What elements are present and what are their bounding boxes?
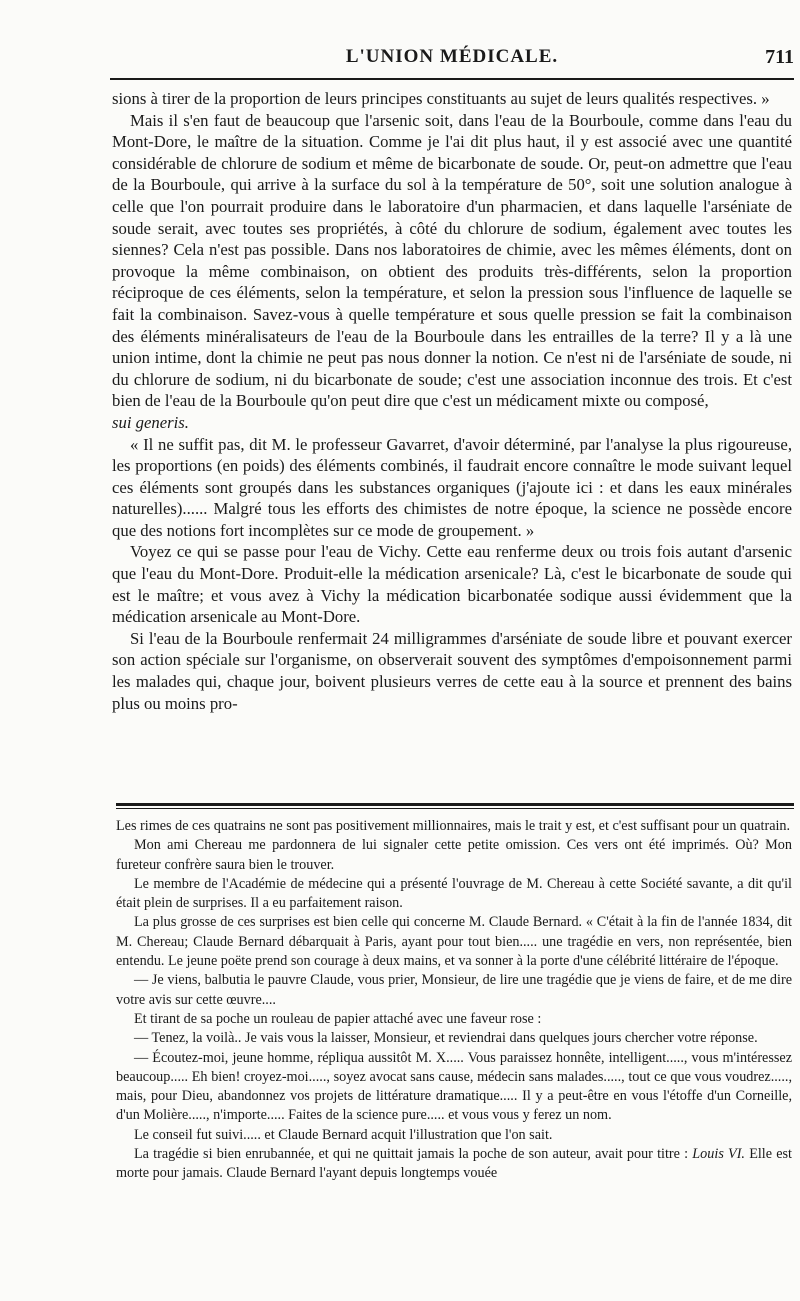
feuilleton-paragraph: La plus grosse de ces surprises est bien celle qui concerne M. Claude Bernard. « C'était à la fin de l'année 1834, dit M. Chereau; Claude Bernard débarquait à Paris, ayant pour tout bien..... une tragédie en vers, non représentée, bien entendu. Le jeune poëte prend son courage à deux mains, et va sonner à la porte d'une célébrité littéraire de l'époque. bbox=[116, 914, 792, 970]
feuilleton-paragraph: Le membre de l'Académie de médecine qui a présenté l'ouvrage de M. Chereau à cette Société savante, a dit qu'il était plein de surprises. Il a eu parfaitement raison. bbox=[116, 875, 792, 912]
feuilleton-paragraph: — Je viens, balbutia le pauvre Claude, vous prier, Monsieur, de lire une tragédie que je viens de faire, et de me dire votre avis sur cette œuvre.... bbox=[116, 972, 792, 1008]
feuilleton-paragraph: Le conseil fut suivi..... et Claude Bernard acquit l'illustration que l'on sait. bbox=[134, 1126, 553, 1143]
feuilleton-text bbox=[116, 817, 792, 1184]
main-paragraph: Si l'eau de la Bourboule renfermait 24 milligrammes d'arséniate de soude libre et pouvant exercer son action spéciale sur l'organisme, on observerait souvent des symptômes d'empoisonnement parmi les malades qui, chaque jour, boivent plusieurs verres de cette eau à la source et prennent des bains plus ou moins pro- bbox=[112, 628, 792, 713]
feuilleton-paragraph: Les rimes de ces quatrains ne sont pas positivement millionnaires, mais le trait y est, et c'est suffisant pour un quatrain. bbox=[116, 818, 791, 834]
main-paragraph: sions à tirer de la proportion de leurs principes constituants au sujet de leurs qualités respectives. » bbox=[112, 89, 770, 108]
main-paragraph: Mais il s'en faut de beaucoup que l'arsenic soit, dans l'eau de la Bourboule, comme dans l'eau du Mont-Dore, le maître de la situation. Comme je l'ai dit plus haut, il y est associé avec une quantité considérable de chlorure de sodium et même de bicarbonate de soude. Or, peut-on admettre que l'eau de la Bourboule, qui arrive à la surface du sol à la température de 50°, soit une solution analogue à celle que l'on pourrait produire dans le laboratoire d'un pharmacien, et dans laquelle l'arséniate de soude serait, avec toutes ses propriétés, à côté du chlorure de sodium, également avec toutes les siennes? Cela n'est pas possible. Dans nos laboratoires de chimie, avec les mêmes éléments, dont on provoque la même combinaison, on obtient des produits très-différents, selon la proportion réciproque de ces éléments, selon la température, et selon la pression sous l'influence de laquelle se fait la combinaison. Savez-vous à quelle température et sous quelle pression se fait la combinaison des éléments minéralisateurs de l'eau de la Bourboule dans les entrailles de la terre? Il y a là une union intime, dont la chimie ne peut pas nous donner la notion. Ce n'est ni de l'arséniate de soude, ni du chlorure de sodium, ni du bicarbonate de soude; c'est une association inconnue des trois. Et c'est bien de l'eau de la Bourboule qu'on peut dire que c'est un médicament mixte ou composé, sui generis. bbox=[112, 110, 792, 432]
quotation-paragraph: « Il ne suffit pas, dit M. le professeur Gavarret, d'avoir déterminé, par l'analyse la plus rigoureuse, les proportions (en poids) des éléments combinés, il faudrait encore connaître le mode suivant lequel ces éléments sont groupés dans les substances organiques (j'ajoute ici : et dans les eaux minérales naturelles)...... Malgré tous les efforts des chimistes de notre époque, la science ne possède encore que des notions fort incomplètes sur ce mode de groupement. » bbox=[112, 434, 792, 540]
feuilleton-paragraph: Et tirant de sa poche un rouleau de papier attaché avec une faveur rose : bbox=[134, 1010, 542, 1027]
feuilleton-paragraph: — Tenez, la voilà.. Je vais vous la laisser, Monsieur, et reviendrai dans quelques jours chercher votre réponse. bbox=[134, 1030, 758, 1047]
feuilleton-divider-thin bbox=[116, 808, 794, 809]
main-paragraph: Voyez ce qui se passe pour l'eau de Vichy. Cette eau renferme deux ou trois fois autant d'arsenic que l'eau du Mont-Dore. Produit-elle la médication arsenicale? Là, c'est le bicarbonate de soude qui est le maître; et vous avez à Vichy la médication bicarbonatée sodique aussi évidemment que la médication arsenicale au Mont-Dore. bbox=[112, 542, 792, 627]
tragedy-title: Louis VI. bbox=[692, 1146, 745, 1163]
feuilleton-paragraph: La tragédie si bien enrubannée, et qui ne quittait jamais la poche de son auteur, avait pour titre : Louis VI. Elle est morte pour jamais. Claude Bernard l'ayant depuis longtemps vouée bbox=[116, 1146, 792, 1182]
running-title: L'UNION MÉDICALE. bbox=[345, 46, 559, 67]
page-header bbox=[110, 44, 794, 80]
page-number: 711 bbox=[765, 46, 794, 68]
feuilleton-paragraph: — Écoutez-moi, jeune homme, répliqua aussitôt M. X..... Vous paraissez honnête, intelligent....., vous m'intéressez beaucoup..... Eh bien! croyez-moi....., soyez avocat sans cause, médecin sans malades....., tout ce que vous voudrez....., mais, pour Dieu, abandonnez vos projets de littérature dramatique..... Il y a peut-être en vous l'étoffe d'un Corneille, d'un Molière....., n'importe..... Faites de la science pure..... et vous vous y ferez un nom. bbox=[116, 1049, 792, 1124]
feuilleton-paragraph: Mon ami Chereau me pardonnera de lui signaler cette petite omission. Ces vers ont été imprimés. Où? Mon fureteur confrère saura bien le trouver. bbox=[116, 837, 792, 873]
feuilleton-divider bbox=[116, 803, 794, 806]
main-text bbox=[112, 88, 792, 714]
sui-generis-text: sui generis. bbox=[112, 412, 189, 432]
